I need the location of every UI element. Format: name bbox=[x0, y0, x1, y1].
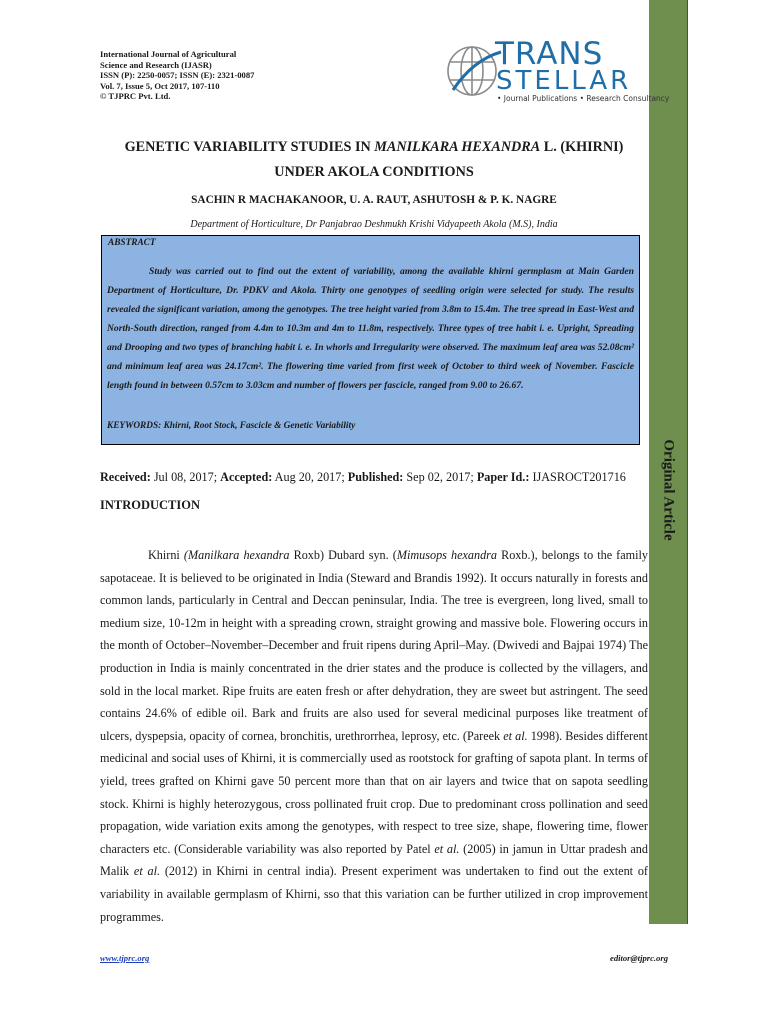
affiliation: Department of Horticulture, Dr Panjabrao Deshmukh Krishi Vidyapeeth Akola (M.S), India bbox=[190, 219, 558, 230]
journal-line: Science and Research (IJASR) bbox=[100, 59, 212, 70]
article-type-label bbox=[649, 420, 687, 560]
section-heading-introduction: INTRODUCTION bbox=[100, 498, 201, 512]
article-title-line-1: GENETIC VARIABILITY STUDIES IN MANILKARA HEXANDRA L. (KHIRNI) bbox=[124, 139, 624, 155]
logo-tagline: • Journal Publications • Research Consultancy bbox=[497, 94, 670, 103]
author-list: SACHIN R MACHAKANOOR, U. A. RAUT, ASHUTOSH & P. K. NAGRE bbox=[191, 194, 557, 206]
logo-wordmark-top: TRANS bbox=[495, 36, 604, 72]
abstract-body: Study was carried out to find out the extent of variability, among the available khirni germplasm at Main Garden Department of Horticulture, Dr. PDKV and Akola. Thirty one genotypes of seedling origin were selected for study. The results revealed the significant variation, among the genotypes. The tree height varied from 3.8m to 15.4m. The tree spread in East-West and North-South direction, ranged from 4.4m to 10.3m and 4m to 11.8m, respectively. Three types of tree habit i. e. Upright, Spreading and Drooping and two types of branching habit i. e. In whorls and Irregularity were observed. The maximum leaf area was 52.08cm² and minimum leaf area was 24.17cm². The flowering time varied from first week of October to third week of November. Fascicle length found in between 0.57cm to 3.03cm and number of flowers per fascicle, ranged from 9.00 to 26.67. bbox=[107, 266, 634, 391]
keywords: KEYWORDS: Khirni, Root Stock, Fascicle & Genetic Variability bbox=[107, 421, 356, 431]
logo-wordmark-bottom: STELLAR bbox=[496, 66, 632, 96]
journal-line: ISSN (P): 2250-0057; ISSN (E): 2321-0087 bbox=[100, 70, 255, 81]
introduction-paragraph: Khirni (Manilkara hexandra Roxb) Dubard syn. (Mimusops hexandra Roxb.), belongs to the family sapotaceae. It is believed to be originated in India (Steward and Brandis 1992). It occurs naturally in forests and common lands, particularly in Central and Deccan peninsular, India. The tree is evergreen, long lived, small to medium size, 10-12m in height with a spreading crown, straight growing and massive bole. Flowering occurs in the month of October–November–December and fruit ripens during April–May. (Dwivedi and Bajpai 1974) The production in India is mainly concentrated in the drier states and the produce is collected by the villagers, and sold in the local market. Ripe fruits are eaten fresh or after dehydration, they are sweet but astringent. The seed contains 24.6% of edible oil. Bark and fruits are also used for several medicinal purposes like treatment of ulcers, dyspepsia, opacity of cornea, bronchitis, urethrorrhea, leprosy, etc. (Pareek et al. 1998). Besides different medicinal and social uses of Khirni, it is commercially used as rootstock for grafting of sapota plant. In terms of yield, trees grafted on Khirni gave 50 percent more than that on air layers and twice that on sapota seedling stock. Khirni is highly heterozygous, cross pollinated fruit crop. Due to predominant cross pollination and seed propagation, wide variation exits among the genotypes, with respect to tree size, shape, flowering time, flower characters etc. (Considerable variability was also reported by Patel et al. (2005) in jamun in Uttar pradesh and Malik et al. (2012) in Khirni in central india). Present experiment was undertaken to find out the extent of variability in available germplasm of Khirni, sso that this variation can be further utilized in crop improvement programmes. bbox=[100, 548, 648, 924]
publication-dates: Received: Jul 08, 2017; Accepted: Aug 20, 2017; Published: Sep 02, 2017; Paper Id.: IJASROCT201716 bbox=[100, 470, 626, 484]
article-type-text: Original Article bbox=[660, 439, 677, 541]
journal-line: © TJPRC Pvt. Ltd. bbox=[100, 91, 171, 102]
journal-info bbox=[100, 49, 254, 102]
footer-website-link[interactable]: www.tjprc.org bbox=[100, 953, 150, 963]
footer-email: editor@tjprc.org bbox=[610, 953, 668, 963]
journal-line: Vol. 7, Issue 5, Oct 2017, 107-110 bbox=[100, 80, 220, 91]
journal-line: International Journal of Agricultural bbox=[100, 49, 237, 59]
article-title-line-2: UNDER AKOLA CONDITIONS bbox=[274, 164, 474, 180]
abstract-heading: ABSTRACT bbox=[108, 238, 156, 248]
